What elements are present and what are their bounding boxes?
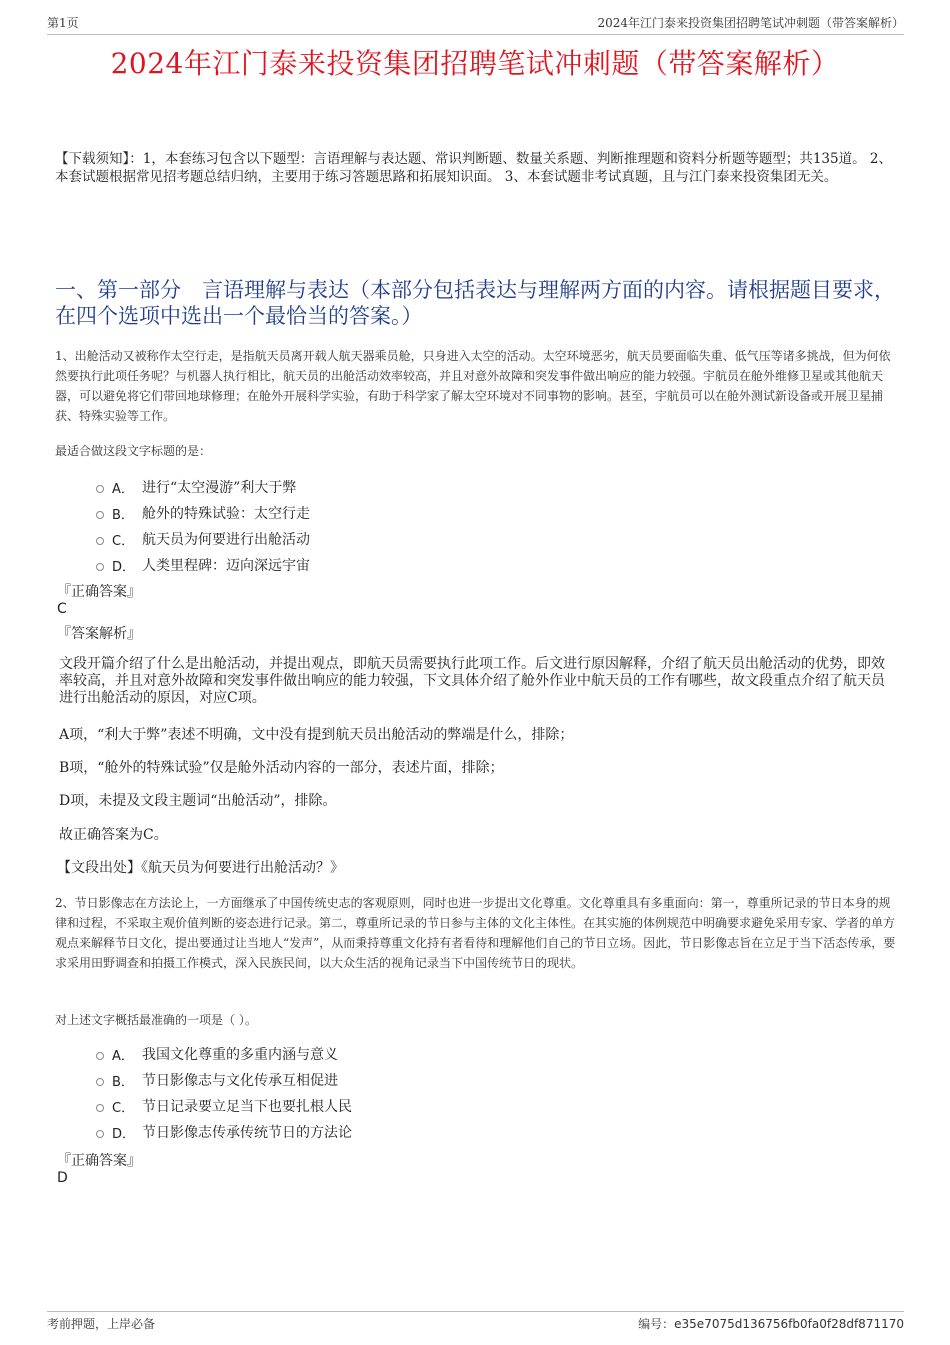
question-1-analysis-paragraph: D项，未提及文段主题词“出舱活动”，排除。 xyxy=(59,793,337,809)
question-1-answer-label: 『正确答案』 xyxy=(57,584,141,600)
question-1-option-c[interactable]: C． 航天员为何要进行出舱活动 xyxy=(96,526,310,552)
question-1-option-b[interactable]: B． 舱外的特殊试验：太空行走 xyxy=(96,500,310,526)
question-1-option-a[interactable]: A． 进行“太空漫游”利大于弊 xyxy=(96,474,310,500)
footer-slogan: 考前押题，上岸必备 xyxy=(47,1317,156,1331)
running-title: 2024年江门泰来投资集团招聘笔试冲刺题（带答案解析） xyxy=(597,16,904,30)
question-1-options xyxy=(96,474,310,578)
section-title: 一、第一部分 言语理解与表达（本部分包括表达与理解两方面的内容。请根据题目要求，在四个选项中选出一个最恰当的答案。） xyxy=(55,278,895,328)
question-1-option-d[interactable]: D． 人类里程碑：迈向深远宇宙 xyxy=(96,552,310,578)
radio-icon[interactable] xyxy=(96,485,104,493)
question-2-option-a[interactable]: A． 我国文化尊重的多重内涵与意义 xyxy=(96,1041,352,1067)
page-header xyxy=(47,14,904,35)
question-1-answer: C xyxy=(57,601,67,617)
question-1-analysis-paragraph: A项，“利大于弊”表述不明确，文中没有提到航天员出舱活动的弊端是什么，排除； xyxy=(59,727,574,743)
question-1-prompt: 最适合做这段文字标题的是： xyxy=(55,444,212,458)
question-2-option-b[interactable]: B． 节日影像志与文化传承互相促进 xyxy=(96,1067,352,1093)
page-number: 第1页 xyxy=(47,16,79,30)
radio-icon[interactable] xyxy=(96,511,104,519)
radio-icon[interactable] xyxy=(96,1130,104,1138)
document-code: 编号：e35e7075d136756fb0fa0f28df871170 xyxy=(638,1317,904,1331)
radio-icon[interactable] xyxy=(96,1104,104,1112)
radio-icon[interactable] xyxy=(96,563,104,571)
question-2-answer-label: 『正确答案』 xyxy=(57,1153,141,1169)
question-1-analysis-paragraph: 文段开篇介绍了什么是出舱活动，并提出观点，即航天员需要执行此项工作。后文进行原因解释，介绍了航天员出舱活动的优势，即效率较高，并且对意外故障和突发事件做出响应的能力较强，下文具体介绍了舱外作业中航天员的工作有哪些，故文段重点介绍了航天员进行出舱活动的原因，对应C项。 xyxy=(59,656,885,706)
question-1-analysis-paragraph: B项，“舱外的特殊试验”仅是舱外活动内容的一部分，表述片面，排除； xyxy=(59,760,504,776)
question-1-source: 【文段出处】《航天员为何要进行出舱活动？》 xyxy=(57,860,344,876)
question-1-passage: 1、出舱活动又被称作太空行走，是指航天员离开载人航天器乘员舱，只身进入太空的活动。太空环境恶劣，航天员要面临失重、低气压等诸多挑战，但为何依然要执行此项任务呢？与机器人执行相比，航天员的出舱活动效率较高，并且对意外故障和突发事件做出响应的能力较强。宇航员在舱外维修卫星或其他航天器，可以避免将它们带回地球修理；在舱外开展科学实验，有助于科学家了解太空环境对不同事物的影响。甚至，宇航员可以在舱外测试新设备或开展卫星捕获、特殊实验等工作。 xyxy=(55,349,891,423)
radio-icon[interactable] xyxy=(96,1052,104,1060)
question-2-option-c[interactable]: C． 节日记录要立足当下也要扎根人民 xyxy=(96,1093,352,1119)
radio-icon[interactable] xyxy=(96,1078,104,1086)
question-2-options xyxy=(96,1041,352,1145)
radio-icon[interactable] xyxy=(96,537,104,545)
question-1-analysis-paragraph: 故正确答案为C。 xyxy=(59,827,168,843)
question-1-analysis-label: 『答案解析』 xyxy=(57,626,141,642)
document-title: 2024年江门泰来投资集团招聘笔试冲刺题（带答案解析） xyxy=(110,47,840,80)
question-2-answer: D xyxy=(57,1170,68,1186)
download-notice: 【下载须知】：1，本套练习包含以下题型：言语理解与表达题、常识判断题、数量关系题、判断推理题和资料分析题等题型；共135道。 2、本套试题根据常见招考题总结归纳，主要用于练习答题思路和拓展知识面。 3、本套试题非考试真题，且与江门泰来投资集团无关。 xyxy=(55,151,892,185)
question-2-prompt: 对上述文字概括最准确的一项是（ ）。 xyxy=(55,1013,257,1027)
question-2-option-d[interactable]: D． 节日影像志传承传统节日的方法论 xyxy=(96,1119,352,1145)
question-2-passage: 2、节日影像志在方法论上，一方面继承了中国传统史志的客观原则，同时也进一步提出文化尊重。文化尊重具有多重面向：第一，尊重所记录的节日本身的规律和过程，不采取主观价值判断的姿态进行记录。第二，尊重所记录的节日参与主体的文化主体性。在其实施的体例规范中明确要求避免采用专家、学者的单方观点来解释节日文化，提出要通过让当地人“发声”，从而秉持尊重文化持有者看待和理解他们自己的节日立场。因此，节日影像志旨在立足于当下活态传承，要求采用田野调查和拍摄工作模式，深入民族民间，以大众生活的视角记录当下中国传统节日的现状。 xyxy=(55,896,896,970)
page-footer xyxy=(47,1311,904,1332)
